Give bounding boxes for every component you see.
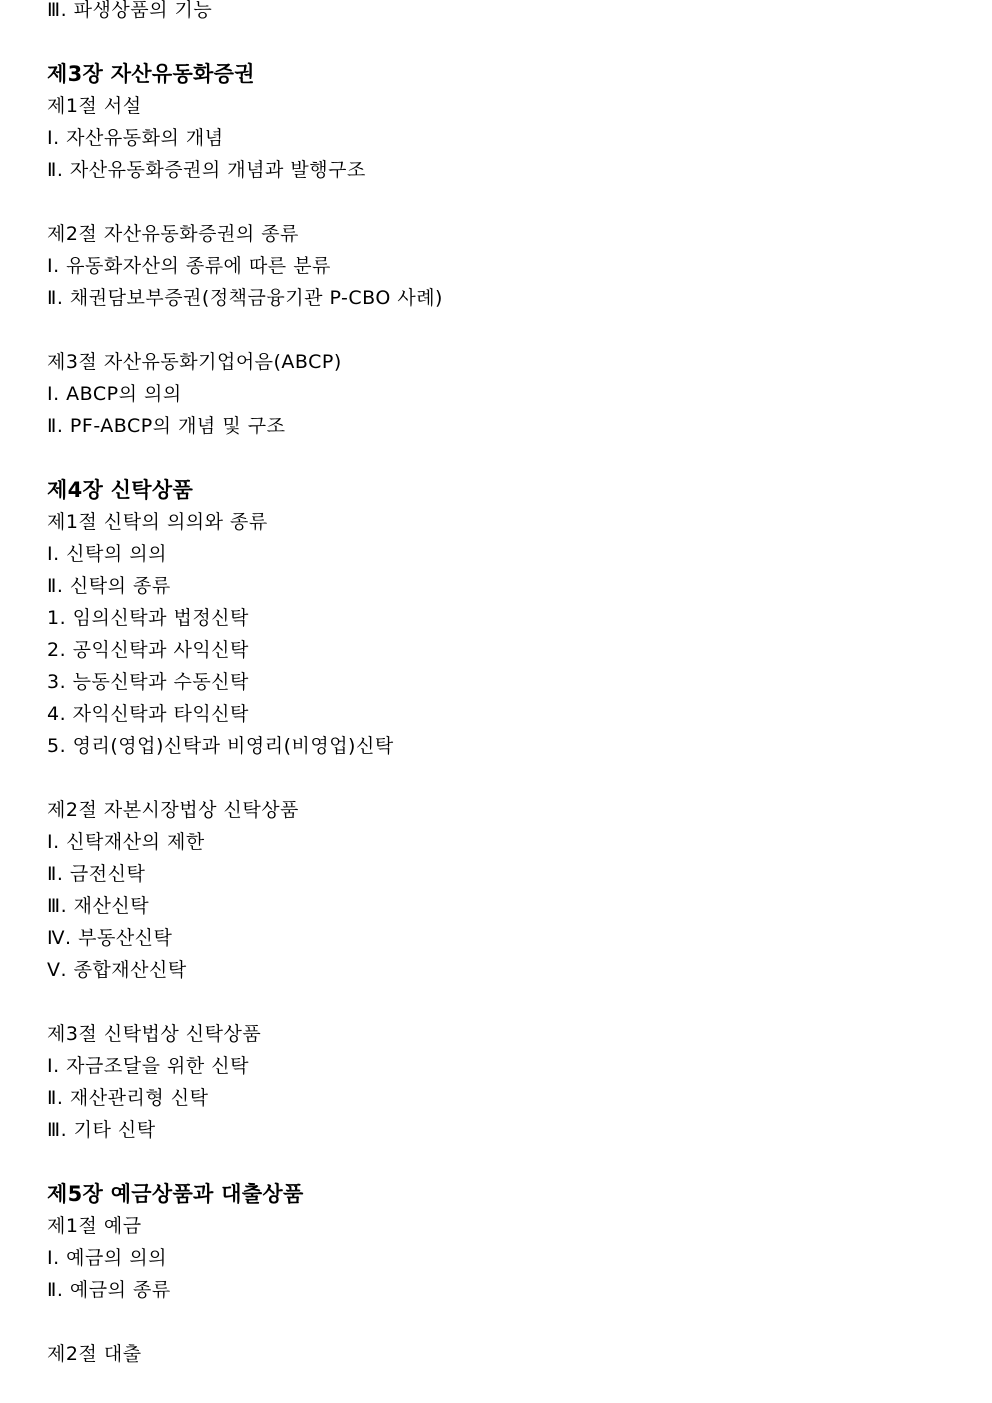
toc-item: 1. 임의신탁과 법정신탁	[47, 607, 249, 629]
toc-item: Ⅱ. 예금의 종류	[47, 1279, 171, 1301]
blank-line	[47, 1146, 952, 1178]
blank-line	[47, 186, 952, 218]
blank-line	[47, 986, 952, 1018]
toc-item: Ⅰ. ABCP의 의의	[47, 383, 182, 405]
toc-item: Ⅲ. 파생상품의 기능	[47, 0, 213, 21]
section-heading: 제3절 신탁법상 신탁상품	[47, 1023, 262, 1045]
toc-item: Ⅰ. 자금조달을 위한 신탁	[47, 1055, 249, 1077]
toc-item: Ⅲ. 기타 신탁	[47, 1119, 156, 1141]
blank-line	[47, 26, 952, 58]
toc-item: 5. 영리(영업)신탁과 비영리(비영업)신탁	[47, 735, 394, 757]
section-heading: 제1절 예금	[47, 1215, 142, 1237]
toc-item: Ⅰ. 예금의 의의	[47, 1247, 167, 1269]
toc-item: Ⅱ. 채권담보부증권(정책금융기관 P-CBO 사례)	[47, 287, 443, 309]
section-heading: 제2절 대출	[47, 1343, 142, 1365]
table-of-contents	[47, 0, 952, 1370]
toc-item: Ⅲ. 재산신탁	[47, 895, 150, 917]
toc-item: 3. 능동신탁과 수동신탁	[47, 671, 249, 693]
toc-item: Ⅰ. 유동화자산의 종류에 따른 분류	[47, 255, 331, 277]
blank-line	[47, 762, 952, 794]
toc-item: Ⅱ. 신탁의 종류	[47, 575, 171, 597]
chapter-heading: 제3장 자산유동화증권	[47, 62, 255, 86]
section-heading: 제1절 서설	[47, 95, 142, 117]
toc-item: Ⅰ. 자산유동화의 개념	[47, 127, 224, 149]
toc-item: 4. 자익신탁과 타익신탁	[47, 703, 249, 725]
toc-item: Ⅴ. 종합재산신탁	[47, 959, 187, 981]
blank-line	[47, 442, 952, 474]
section-heading: 제2절 자산유동화증권의 종류	[47, 223, 299, 245]
toc-item: Ⅱ. 자산유동화증권의 개념과 발행구조	[47, 159, 366, 181]
section-heading: 제3절 자산유동화기업어음(ABCP)	[47, 351, 342, 373]
chapter-heading: 제5장 예금상품과 대출상품	[47, 1182, 304, 1206]
toc-item: Ⅱ. 재산관리형 신탁	[47, 1087, 209, 1109]
toc-item: Ⅰ. 신탁재산의 제한	[47, 831, 205, 853]
toc-item: 2. 공익신탁과 사익신탁	[47, 639, 249, 661]
toc-item: Ⅱ. 금전신탁	[47, 863, 146, 885]
toc-item: Ⅳ. 부동산신탁	[47, 927, 173, 949]
blank-line	[47, 314, 952, 346]
section-heading: 제2절 자본시장법상 신탁상품	[47, 799, 299, 821]
chapter-heading: 제4장 신탁상품	[47, 478, 194, 502]
toc-item: Ⅰ. 신탁의 의의	[47, 543, 167, 565]
section-heading: 제1절 신탁의 의의와 종류	[47, 511, 268, 533]
toc-item: Ⅱ. PF-ABCP의 개념 및 구조	[47, 415, 286, 437]
blank-line	[47, 1306, 952, 1338]
